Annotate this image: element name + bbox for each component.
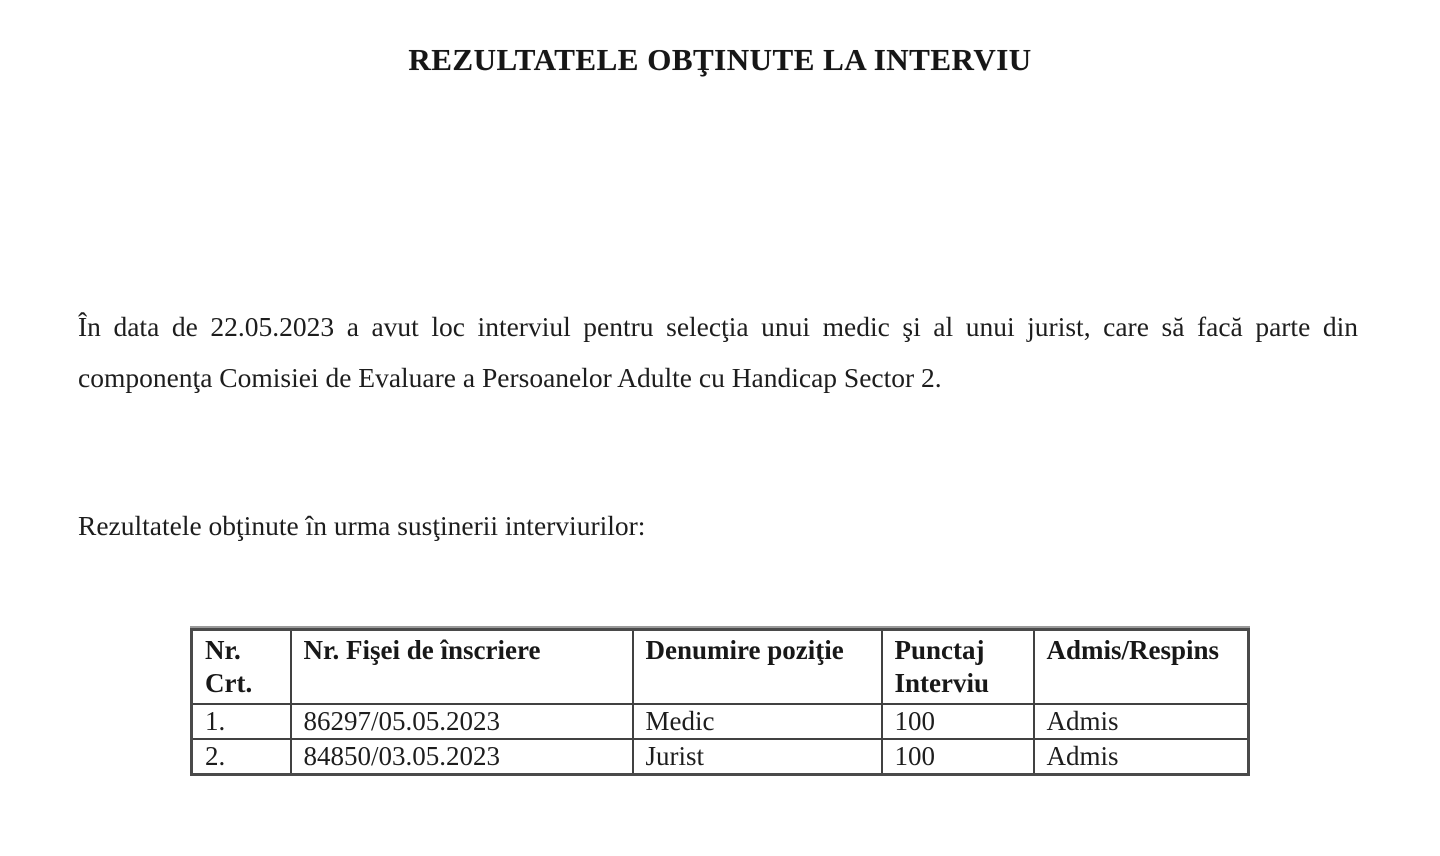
cell-row2-punctaj: 100 [882, 739, 1034, 775]
intro-paragraph-line-2: componenţa Comisiei de Evaluare a Persoanelor Adulte cu Handicap Sector 2. [78, 362, 942, 393]
cell-row2-rezultat: Admis [1034, 739, 1249, 775]
cell-row2-nr-crt: 2. [192, 739, 291, 775]
results-table [190, 628, 1250, 776]
table-header-admis-respins: Admis/Respins [1034, 630, 1249, 705]
cell-row1-rezultat: Admis [1034, 704, 1249, 739]
table-header-denumire-pozitie: Denumire poziţie [633, 630, 882, 705]
cell-row2-denumire-pozitie: Jurist [633, 739, 882, 775]
table-row [192, 704, 1249, 739]
table-row [192, 739, 1249, 775]
cell-row1-nr-fisei: 86297/05.05.2023 [291, 704, 633, 739]
intro-paragraph [78, 301, 1358, 403]
results-subheading: Rezultatele obţinute în urma susţinerii interviurilor: [78, 510, 646, 541]
cell-row1-nr-crt: 1. [192, 704, 291, 739]
table-header-nr-fisei: Nr. Fişei de înscriere [291, 630, 633, 705]
cell-row1-denumire-pozitie: Medic [633, 704, 882, 739]
cell-row2-nr-fisei: 84850/03.05.2023 [291, 739, 633, 775]
table-header-nr-crt: Nr. Crt. [192, 630, 291, 705]
intro-paragraph-line-1: În data de 22.05.2023 a avut loc interviul pentru selecţia unui medic şi al unui jurist, care să facă parte din [78, 311, 1358, 342]
table-header-punctaj-interviu: Punctaj Interviu [882, 630, 1034, 705]
cell-row1-punctaj: 100 [882, 704, 1034, 739]
document-title: REZULTATELE OBŢINUTE LA INTERVIU [408, 42, 1032, 77]
table-header-row [192, 630, 1249, 705]
